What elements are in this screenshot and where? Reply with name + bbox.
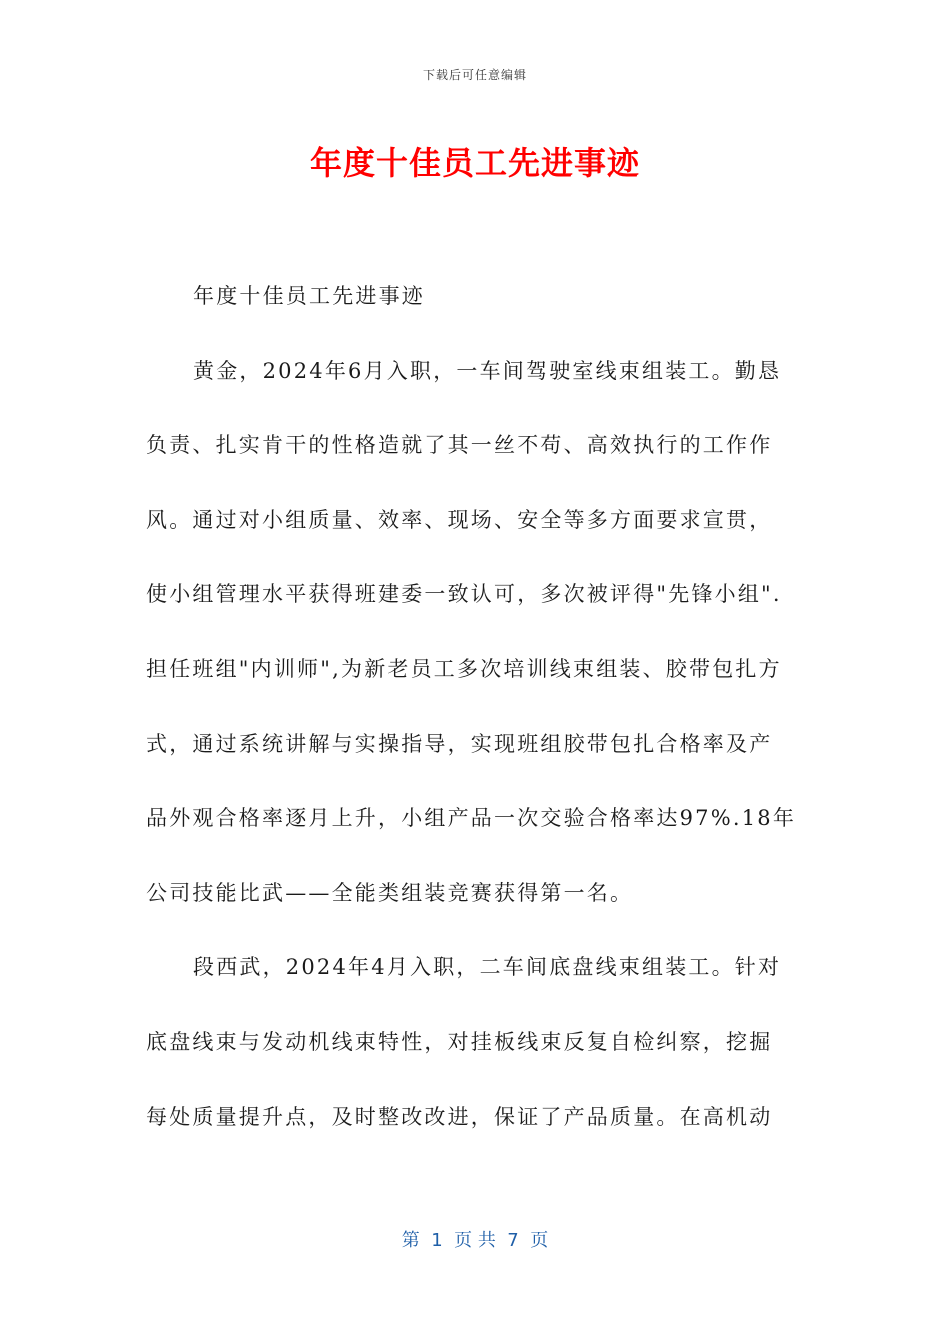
body-line: 品外观合格率逐月上升，小组产品一次交验合格率达97%.18年 bbox=[146, 806, 797, 831]
page-number-footer: 第 1 页 共 7 页 bbox=[401, 1230, 549, 1251]
body-line: 负责、扎实肯干的性格造就了其一丝不苟、高效执行的工作作 bbox=[146, 433, 773, 458]
header-note: 下载后可任意编辑 bbox=[422, 68, 527, 82]
body-line: 每处质量提升点，及时整改改进，保证了产品质量。在高机动 bbox=[146, 1104, 773, 1129]
body-line: 底盘线束与发动机线束特性，对挂板线束反复自检纠察，挖掘 bbox=[146, 1029, 773, 1054]
body-line: 风。通过对小组质量、效率、现场、安全等多方面要求宣贯， bbox=[146, 507, 773, 532]
body-line: 黄金，2024年6月入职，一车间驾驶室线束组装工。勤恳 bbox=[193, 358, 782, 383]
document-title: 年度十佳员工先进事迹 bbox=[309, 144, 640, 182]
body-line: 段西武，2024年4月入职，二车间底盘线束组装工。针对 bbox=[193, 955, 782, 980]
body-line: 式，通过系统讲解与实操指导，实现班组胶带包扎合格率及产 bbox=[146, 731, 773, 756]
body-line: 担任班组"内训师",为新老员工多次培训线束组装、胶带包扎方 bbox=[146, 656, 782, 681]
document-body bbox=[146, 259, 806, 1154]
body-line: 使小组管理水平获得班建委一致认可，多次被评得"先锋小组". bbox=[146, 582, 782, 607]
body-line: 年度十佳员工先进事迹 bbox=[193, 284, 425, 308]
body-line: 公司技能比武——全能类组装竞赛获得第一名。 bbox=[146, 880, 634, 905]
